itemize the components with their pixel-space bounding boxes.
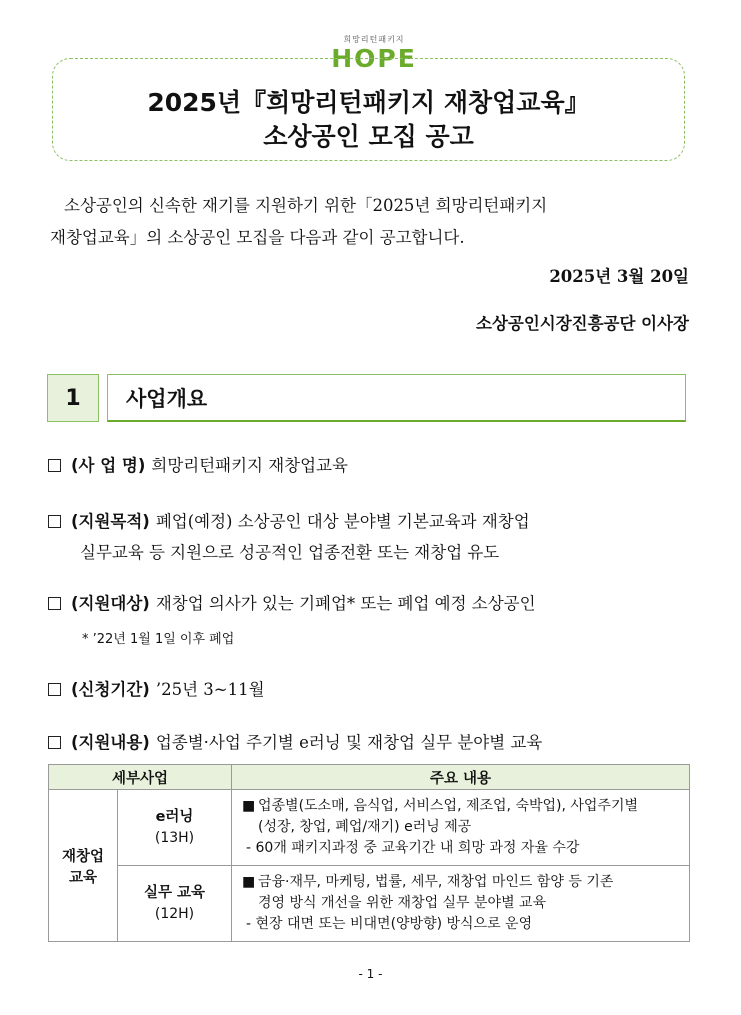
table-header-row — [49, 765, 690, 790]
section-title-text: 사업개요 — [126, 386, 208, 411]
content-cell — [232, 866, 690, 942]
item-label: (지원목적) — [71, 512, 150, 531]
intro-line-1: 소상공인의 신속한 재기를 지원하기 위한「2025년 희망리턴패키지 — [64, 196, 548, 215]
logo-wordmark: HOPE — [331, 44, 417, 73]
header-subproject: 세부사업 — [49, 765, 232, 790]
item-text: ’25년 3~11월 — [155, 680, 265, 699]
announcement-date: 2025년 3월 20일 — [549, 267, 689, 286]
title-line-2: 소상공인 모집 공고 — [263, 122, 474, 151]
sub-hours: (13H) — [154, 829, 195, 846]
signature: 소상공인시장진흥공단 이사장 — [476, 314, 689, 333]
title-line-1: 2025년『희망리턴패키지 재창업교육』 — [147, 88, 590, 117]
item-text: 업종별·사업 주기별 e러닝 및 재창업 실무 분야별 교육 — [155, 733, 543, 752]
section-title — [107, 374, 686, 422]
item-text: 희망리턴패키지 재창업교육 — [151, 456, 348, 475]
sub-category: e러닝 — [155, 808, 194, 825]
sub-category-cell — [118, 866, 232, 942]
item-label: (지원대상) — [71, 594, 150, 613]
content-dash: - 현장 대면 또는 비대면(양방향) 방식으로 운영 — [246, 916, 533, 932]
footnote: * ’22년 1월 1일 이후 폐업 — [82, 632, 235, 647]
item-purpose — [48, 506, 688, 568]
content-dash: - 60개 패키지과정 중 교육기간 내 희망 과정 자율 수강 — [246, 840, 580, 856]
content-cell — [232, 790, 690, 866]
main-category-cell — [49, 790, 118, 942]
checkbox-icon — [48, 515, 61, 528]
page-number: - 1 - — [358, 967, 383, 981]
bullet-text-continued: 경영 방식 개선을 위한 재창업 실무 분야별 교육 — [258, 895, 547, 911]
item-label: (사 업 명) — [71, 456, 146, 475]
square-bullet-icon: ■ — [242, 798, 256, 814]
title-box — [52, 58, 685, 161]
item-target — [48, 588, 688, 619]
section-number: 1 — [47, 374, 99, 422]
item-text: 재창업 의사가 있는 기폐업* 또는 폐업 예정 소상공인 — [155, 594, 536, 613]
item-label: (지원내용) — [71, 733, 150, 752]
sub-category: 실무 교육 — [143, 884, 206, 901]
logo-subtitle: 희망리턴패키지 — [343, 35, 405, 44]
item-project-name — [48, 450, 688, 481]
bullet-text-continued: (성장, 창업, 폐업/재기) e러닝 제공 — [258, 819, 472, 835]
checkbox-icon — [48, 736, 61, 749]
checkbox-icon — [48, 597, 61, 610]
item-text: 폐업(예정) 소상공인 대상 분야별 기본교육과 재창업 — [155, 512, 530, 531]
bullet-text: 업종별(도소매, 음식업, 서비스업, 제조업, 숙박업), 사업주기별 — [258, 798, 639, 814]
program-table — [48, 764, 690, 942]
intro-line-2: 재창업교육」의 소상공인 모집을 다음과 같이 공고합니다. — [50, 228, 465, 247]
sub-hours: (12H) — [154, 905, 195, 922]
intro-paragraph — [50, 190, 690, 254]
content-bullet — [242, 796, 681, 838]
item-content — [48, 727, 688, 758]
checkbox-icon — [48, 683, 61, 696]
table-row — [49, 790, 690, 866]
item-period — [48, 674, 688, 705]
sub-category-cell — [118, 790, 232, 866]
item-label: (신청기간) — [71, 680, 150, 699]
checkbox-icon — [48, 459, 61, 472]
header-main-content: 주요 내용 — [232, 765, 690, 790]
table-row — [49, 866, 690, 942]
main-category: 재창업 교육 — [61, 848, 105, 886]
square-bullet-icon: ■ — [242, 874, 256, 890]
item-text-continued: 실무교육 등 지원으로 성공적인 업종전환 또는 재창업 유도 — [80, 543, 500, 562]
bullet-text: 금융·재무, 마케팅, 법률, 세무, 재창업 마인드 함양 등 기존 — [258, 874, 614, 890]
content-bullet — [242, 872, 681, 914]
